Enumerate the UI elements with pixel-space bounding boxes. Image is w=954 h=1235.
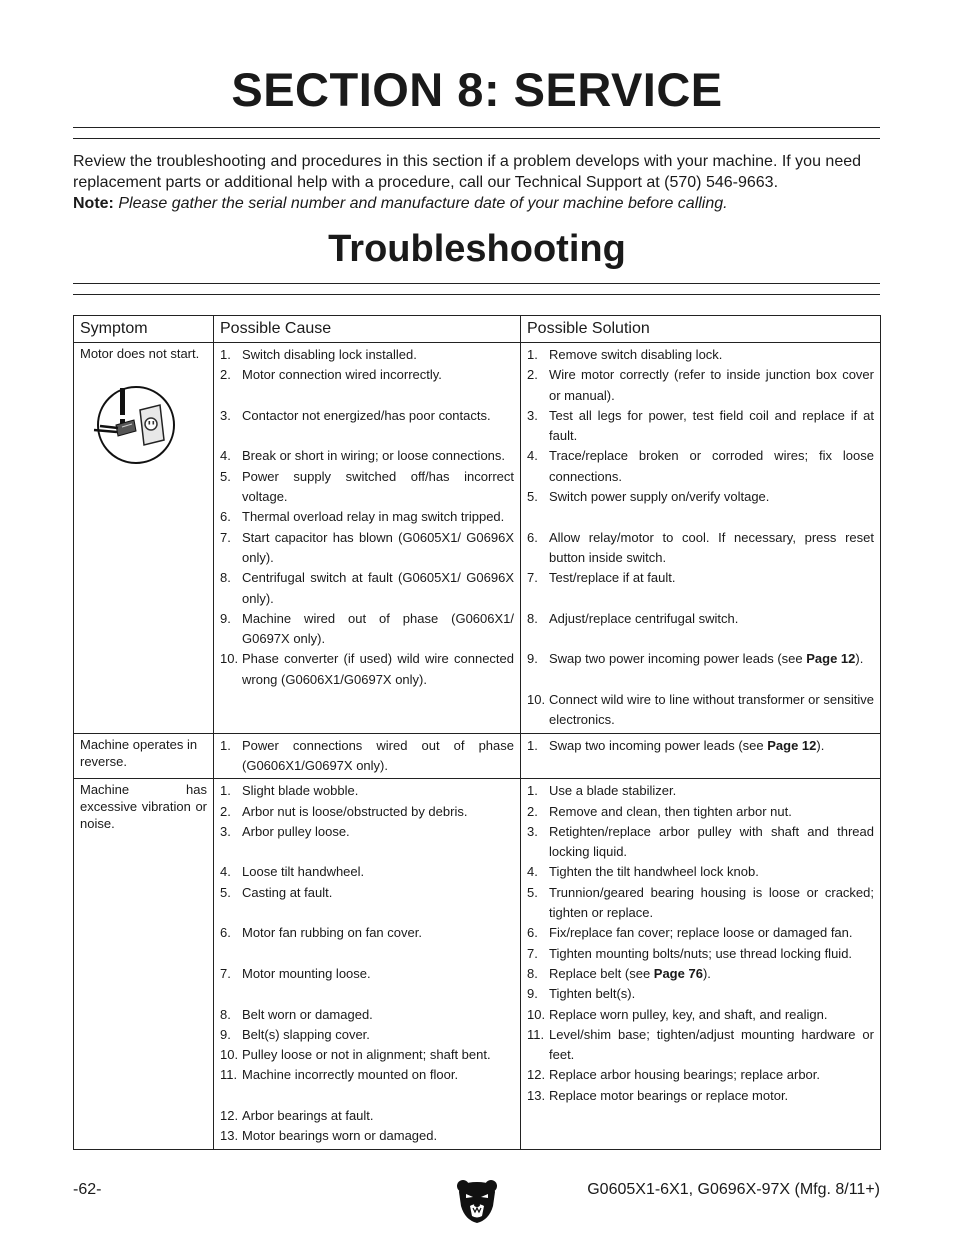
list-item: 10. Replace worn pulley, key, and shaft, and realign. [527, 1006, 828, 1022]
list-item: 7. Motor mounting loose. [220, 965, 371, 981]
note-label: Note: [73, 195, 114, 212]
list-item: 3. Arbor pulley loose. [220, 823, 350, 839]
table-header-row [74, 316, 881, 343]
list-item: 2. Arbor nut is loose/obstructed by debris. [220, 803, 468, 819]
solution-list [527, 345, 874, 731]
list-item: 4. Break or short in wiring; or loose connections. [220, 448, 506, 464]
list-item: 8. Adjust/replace centrifugal switch. [527, 610, 739, 626]
list-item: 10. Connect wild wire to line without transformer or sensitive electronics. [527, 692, 874, 728]
column-header-solution: Possible Solution [521, 316, 881, 343]
cause-list [220, 781, 514, 1146]
list-item: 5. Casting at fault. [220, 884, 333, 900]
list-item: 1. Remove switch disabling lock. [527, 347, 723, 362]
list-item: 4. Tighten the tilt handwheel lock knob. [527, 864, 759, 880]
bear-logo-icon [456, 1178, 498, 1224]
list-item: 7. Test/replace if at fault. [527, 570, 676, 586]
list-item: 11. Level/shim base; tighten/adjust mounting hardware or feet. [527, 1026, 874, 1063]
column-header-cause: Possible Cause [214, 316, 521, 343]
title-rule-top [73, 127, 880, 128]
page-reference: Page 12 [806, 651, 856, 667]
list-item: 1. Use a blade stabilizer. [527, 783, 677, 799]
list-item: 7. Start capacitor has blown (G0605X1/ G0696X only). [220, 529, 514, 565]
table-row-vibration [74, 779, 881, 1149]
list-item: 7. Tighten mounting bolts/nuts; use thread locking fluid. [527, 945, 853, 961]
list-item: 8. Centrifugal switch at fault (G0605X1/ G0696X only). [220, 570, 514, 606]
list-item: 8. Replace belt (see Page 76). [527, 965, 711, 981]
troubleshooting-table [73, 315, 881, 1150]
list-item: 1. Switch disabling lock installed. [220, 347, 417, 362]
list-item: 2. Motor connection wired incorrectly. [220, 367, 442, 383]
symptom-cell [74, 733, 214, 779]
page-reference: Page 12 [767, 737, 817, 753]
column-header-symptom: Symptom [74, 316, 214, 343]
cause-cell [214, 343, 521, 734]
symptom-text: Motor does not start. [80, 346, 200, 361]
symptom-text: Machine operates in reverse. [80, 736, 198, 769]
symptom-cell [74, 779, 214, 1149]
list-item: 9. Swap two power incoming power leads (see Page 12). [527, 651, 864, 667]
solution-cell [521, 779, 881, 1149]
page-number: -62- [73, 1181, 102, 1198]
list-item: 5. Switch power supply on/verify voltage. [527, 489, 770, 505]
solution-cell [521, 343, 881, 734]
list-item: 1. Power connections wired out of phase (G0606X1/G0697X only). [220, 737, 514, 773]
subtitle-rule-bottom [73, 294, 880, 295]
cause-list [220, 345, 514, 690]
list-item: 9. Tighten belt(s). [527, 986, 636, 1002]
intro-text: Review the troubleshooting and procedures in this section if a problem develops with your machine. If you need replacement parts or additional help with a procedure, call our Technical Support at (570) 546-9663. [73, 153, 862, 191]
list-item: 13. Replace motor bearings or replace motor. [527, 1087, 789, 1103]
list-item: 12. Replace arbor housing bearings; replace arbor. [527, 1067, 821, 1083]
table-row-reverse [74, 733, 881, 779]
list-item: 11. Machine incorrectly mounted on floor. [220, 1067, 459, 1083]
cause-cell [214, 733, 521, 779]
list-item: 5. Power supply switched off/has incorrect voltage. [220, 468, 514, 505]
list-item: 10. Pulley loose or not in alignment; shaft bent. [220, 1047, 491, 1063]
list-item: 2. Remove and clean, then tighten arbor nut. [527, 803, 792, 819]
list-item: 9. Machine wired out of phase (G0606X1/ G0697X only). [220, 610, 514, 647]
note-text: Please gather the serial number and manufacture date of your machine before calling. [118, 195, 728, 212]
symptom-cell [74, 343, 214, 734]
symptom-text: Machine has excessive vibration or noise. [80, 782, 207, 832]
list-item: 13. Motor bearings worn or damaged. [220, 1128, 438, 1144]
solution-list [527, 736, 874, 756]
list-item: 3. Contactor not energized/has poor contacts. [220, 407, 491, 423]
list-item: 3. Retighten/replace arbor pulley with shaft and thread locking liquid. [527, 823, 874, 860]
list-item: 3. Test all legs for power, test field coil and replace if at fault. [527, 407, 874, 444]
model-info: G0605X1-6X1, G0696X-97X (Mfg. 8/11+) [587, 1181, 880, 1198]
list-item: 4. Loose tilt handwheel. [220, 864, 365, 880]
subtitle-rule-top [73, 283, 880, 284]
list-item: 6. Motor fan rubbing on fan cover. [220, 925, 422, 941]
solution-cell [521, 733, 881, 779]
list-item: 9. Belt(s) slapping cover. [220, 1026, 370, 1042]
list-item: 12. Arbor bearings at fault. [220, 1107, 374, 1123]
list-item: 6. Allow relay/motor to cool. If necessary, press reset button inside switch. [527, 529, 874, 565]
section-title: SECTION 8: SERVICE [231, 63, 723, 116]
solution-list [527, 781, 874, 1106]
list-item: 2. Wire motor correctly (refer to inside junction box cover or manual). [527, 367, 874, 403]
list-item: 1. Swap two incoming power leads (see Page 12). [527, 737, 825, 753]
list-item: 1. Slight blade wobble. [220, 783, 359, 799]
page-reference: Page 76 [653, 965, 703, 981]
list-item: 5. Trunnion/geared bearing housing is loose or cracked; tighten or replace. [527, 884, 874, 921]
list-item: 4. Trace/replace broken or corroded wires; fix loose connections. [527, 448, 874, 484]
cause-list [220, 736, 514, 777]
troubleshooting-title: Troubleshooting [328, 228, 626, 270]
cause-cell [214, 779, 521, 1149]
list-item: 10. Phase converter (if used) wild wire connected wrong (G0606X1/G0697X only). [220, 651, 514, 687]
list-item: 6. Thermal overload relay in mag switch tripped. [220, 509, 505, 525]
list-item: 6. Fix/replace fan cover; replace loose or damaged fan. [527, 925, 853, 941]
list-item: 8. Belt worn or damaged. [220, 1006, 373, 1022]
title-rule-bottom [73, 138, 880, 139]
table-row-motor-not-start [74, 343, 881, 734]
electrical-plug-warning-icon [88, 382, 184, 464]
intro-paragraph [73, 151, 885, 214]
